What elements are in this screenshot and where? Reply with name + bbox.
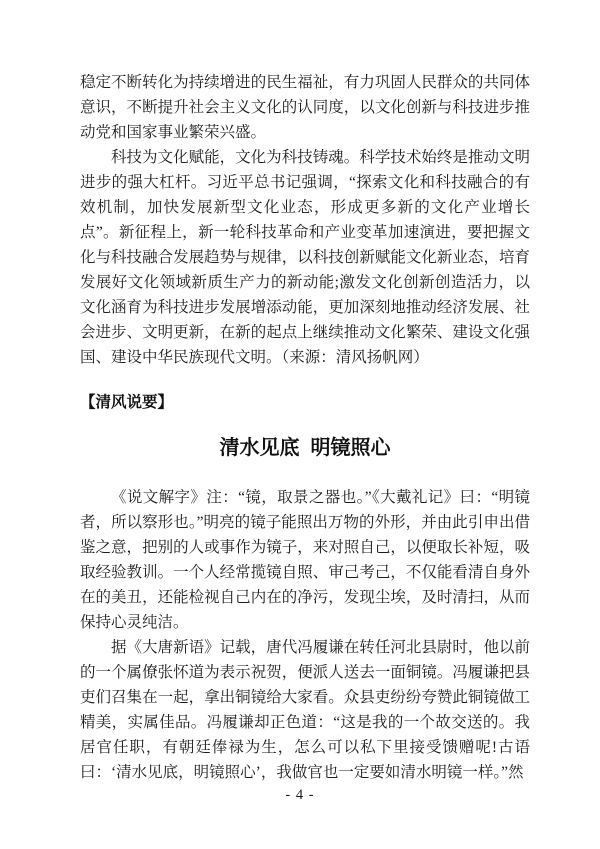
page-content [80,0,530,785]
section-header-qingfeng-shuoyao: 【清风说要】 [80,394,174,411]
article-title: 清水见底 明镜照心 [219,437,391,459]
continued-paragraph: 稳定不断转化为持续增进的民生福祉，有力巩固人民群众的共同体意识，不断提升社会主义文化的认同度，以文化创新与科技进步推动党和国家事业繁荣兴盛。 [80,74,530,141]
body-paragraph-science-culture: 科技为文化赋能，文化为科技铸魂。科学技术始终是推动文明进步的强大杠杆。习近平总书记强调，“探索文化和科技融合的有效机制，加快发展新型文化业态，形成更多新的文化产业增长点”。新征程上，新一轮科技革命和产业变革加速演进，要把握文化与科技融合发展趋势与规律，以科技创新赋能文化新业态，培育发展好文化领域新质生产力的新动能;激发文化创新创造活力，以文化涵育为科技进步发展增添动能，更加深刻地推动经济发展、社会进步、文明更新，在新的起点上继续推动文化繁荣、建设文化强国、建设中华民族现代文明。（来源：清风扬帆网） [80,149,530,366]
body-paragraph-feng-lyuqian-story: 据《大唐新语》记载，唐代冯履谦在转任河北县尉时，他以前的一个属僚张怀道为表示祝贺，便派人送去一面铜镜。冯履谦把县吏们召集在一起，拿出铜镜给大家看。众县吏纷纷夸赞此铜镜做工精美，实属佳品。冯履谦却正色道：“这是我的一个故交送的。我居官任职，有朝廷俸禄为生，怎么可以私下里接受馈赠呢!古语曰：‘清水见底，明镜照心’，我做官也一定要如清水明镜一样。”然 [80,639,530,781]
body-paragraph-mirror-meaning: 《说文解字》注：“镜，取景之器也。”《大戴礼记》曰：“明镜者，所以察形也。”明亮的镜子能照出万物的外形，并由此引申出借鉴之意，把别的人或事作为镜子，来对照自己，以便取长补短，吸取经验教训。一个人经常揽镜自照、审己考己，不仅能看清自身外在的美丑，还能检视自己内在的净污，发现尘埃，及时清扫，从而保持心灵纯洁。 [80,489,530,631]
page-number: - 4 - [285,787,315,803]
page-footer [0,785,600,805]
